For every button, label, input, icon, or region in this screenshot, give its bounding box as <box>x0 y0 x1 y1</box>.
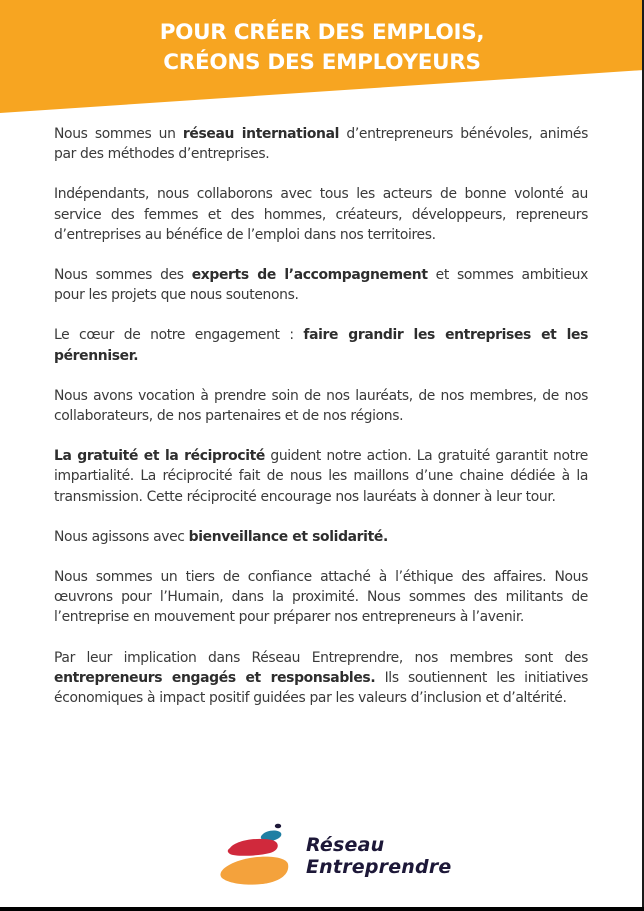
logo-red-stone <box>228 839 278 856</box>
paragraph <box>54 446 588 507</box>
emphasis-text: bienveillance et solidarité. <box>188 528 388 545</box>
logo-line-1: Réseau <box>306 834 385 856</box>
paragraph-text: Nous sommes des <box>54 267 192 284</box>
page-bottom-edge <box>0 907 644 911</box>
emphasis-text: entrepreneurs engagés et responsables. <box>54 669 376 686</box>
paragraph-text: Nous agissons avec <box>54 528 189 545</box>
paragraph <box>54 184 588 245</box>
paragraph <box>54 265 588 305</box>
emphasis-text: réseau international <box>182 126 340 142</box>
paragraph-text: Nous sommes un <box>54 126 183 142</box>
paragraph-text: Ils soutiennent les initiatives économiques à impact positif guidées par les valeurs d’inclusion et d’altérité. <box>54 669 588 707</box>
page-title <box>0 18 644 78</box>
paragraph <box>54 386 588 426</box>
paragraph <box>54 648 588 709</box>
emphasis-text: La gratuité et la réciprocité <box>54 448 265 465</box>
paragraph <box>54 527 588 547</box>
paragraph <box>54 567 588 628</box>
logo-text <box>306 834 452 878</box>
paragraph-text: Nous sommes un tiers de confiance attaché à l’éthique des affaires. Nous œuvrons pour l’Humain, dans la proximité. Nous sommes des militants de l’entreprise en mouvement pour préparer nos entrepreneurs à l’avenir. <box>54 569 588 626</box>
logo-orange-stone <box>220 857 288 885</box>
paragraph-text: guident notre action. La gratuité garantit notre impartialité. La réciprocité fait de nous les maillons d’une chaine dédiée à la transmission. Cette réciprocité encourage nos lauréats à donner à leur tour. <box>54 448 588 505</box>
paragraph <box>54 124 588 164</box>
paragraph-text: et sommes ambitieux pour les projets que nous soutenons. <box>54 267 588 304</box>
paragraph-text: d’entrepreneurs bénévoles, animés par des méthodes d’entreprises. <box>54 126 588 163</box>
logo-stones-icon <box>214 820 304 886</box>
paragraph <box>54 325 588 365</box>
title-line-2: CRÉONS DES EMPLOYEURS <box>163 50 481 75</box>
title-line-1: POUR CRÉER DES EMPLOIS, <box>159 20 485 45</box>
emphasis-text: experts de l’accompagnement <box>191 267 428 284</box>
paragraph-text: Le cœur de notre engagement : <box>54 327 304 344</box>
logo-line-2: Entreprendre <box>306 856 452 878</box>
paragraph-text: Par leur implication dans Réseau Entreprendre, nos membres sont des <box>54 649 588 666</box>
logo-dot <box>275 824 281 829</box>
paragraph-text: Nous avons vocation à prendre soin de nos lauréats, de nos membres, de nos collaborateurs, de nos partenaires et de nos régions. <box>54 387 588 425</box>
body-text <box>54 124 588 728</box>
reseau-entreprendre-logo <box>214 820 454 890</box>
emphasis-text: faire grandir les entreprises et les pérenniser. <box>54 327 588 364</box>
paragraph-text: Indépendants, nous collaborons avec tous les acteurs de bonne volonté au service des femmes et des hommes, créateurs, développeurs, repreneurs d’entreprises au bénéfice de l’emploi dans nos territoires. <box>54 186 588 243</box>
